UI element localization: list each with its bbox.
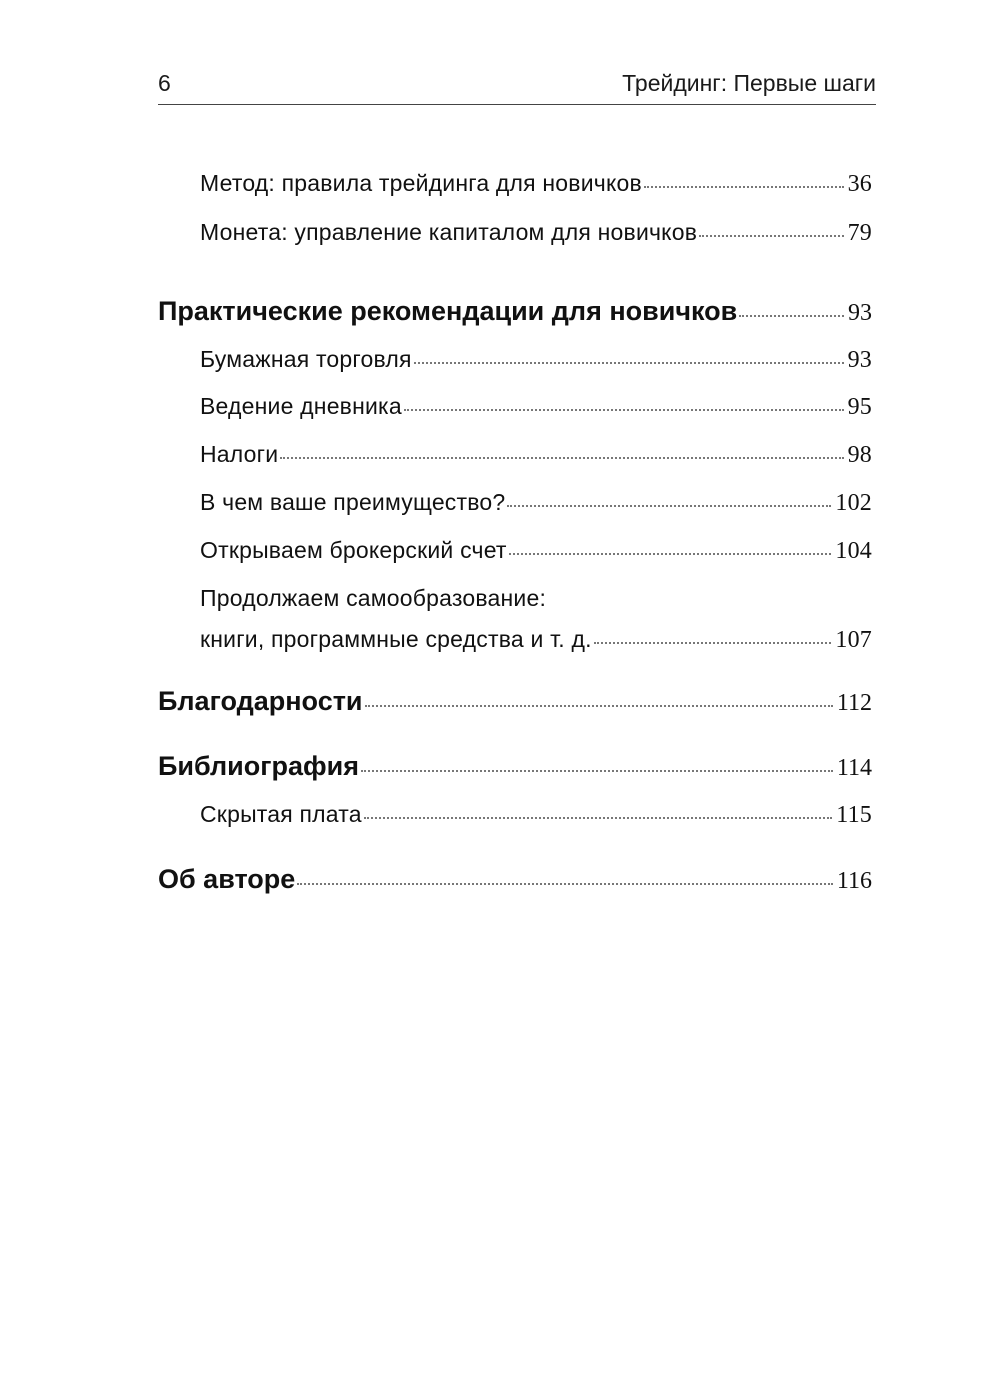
toc-entry[interactable] — [158, 441, 872, 469]
toc-entry[interactable] — [158, 801, 872, 829]
toc-entry[interactable] — [158, 393, 872, 421]
book-title: Трейдинг: Первые шаги — [622, 70, 876, 96]
dot-leader — [365, 705, 833, 707]
toc-entry-title: Бумажная торговля — [200, 346, 412, 372]
dot-leader — [364, 817, 833, 819]
dot-leader — [739, 315, 844, 317]
toc-entry[interactable] — [158, 489, 872, 517]
toc-section-title: Практические рекомендации для новичков — [158, 296, 738, 326]
dot-leader — [509, 553, 832, 555]
toc-entry-title: Метод: правила трейдинга для новичков — [200, 170, 642, 196]
toc-entry[interactable] — [158, 585, 872, 654]
toc-entry-page: 36 — [847, 171, 872, 197]
toc-section-page: 112 — [836, 690, 872, 716]
toc-section-page: 114 — [836, 755, 872, 781]
toc-entry-title: Ведение дневника — [200, 393, 402, 419]
toc-entry[interactable] — [158, 219, 872, 247]
dot-leader — [297, 883, 833, 885]
toc-section-page: 116 — [836, 868, 872, 894]
toc-entry[interactable] — [158, 537, 872, 565]
toc-entry-line — [200, 626, 872, 654]
toc-entry-page: 95 — [847, 394, 872, 420]
toc-entry[interactable] — [158, 346, 872, 374]
toc-entry-title: Открываем брокерский счет — [200, 537, 507, 563]
toc-section[interactable] — [158, 751, 872, 782]
toc-section-page: 93 — [848, 300, 872, 326]
toc-section[interactable] — [158, 686, 872, 717]
toc-entry-page: 107 — [835, 627, 872, 653]
toc-section[interactable] — [158, 864, 872, 895]
toc-entry-page: 79 — [847, 220, 872, 246]
toc-entry-page: 115 — [836, 802, 872, 828]
toc-entry-title: В чем ваше преимущество? — [200, 489, 506, 515]
toc-entry-title: Скрытая плата — [200, 801, 362, 827]
dot-leader — [644, 186, 844, 188]
page-number: 6 — [158, 70, 171, 96]
toc-entry-title-line1: Продолжаем самообразование: — [200, 585, 547, 611]
toc-section[interactable] — [158, 296, 872, 327]
dot-leader — [594, 642, 832, 644]
toc-entry-page: 104 — [835, 538, 872, 564]
toc-entry-line — [200, 585, 872, 612]
toc-entry-page: 93 — [847, 347, 872, 373]
toc-entry-title: Монета: управление капиталом для новичков — [200, 219, 698, 245]
running-header — [158, 68, 876, 104]
toc-entry-page: 98 — [847, 442, 872, 468]
dot-leader — [404, 409, 844, 411]
toc-entry-title: книги, программные средства и т. д. — [200, 626, 592, 652]
header-rule — [158, 104, 876, 105]
dot-leader — [361, 770, 833, 772]
dot-leader — [414, 362, 844, 364]
toc-section-title: Об авторе — [158, 864, 296, 894]
dot-leader — [699, 235, 843, 237]
toc-section-title: Благодарности — [158, 686, 363, 716]
toc-entry-page: 102 — [835, 490, 872, 516]
dot-leader — [280, 457, 843, 459]
toc-entry[interactable] — [158, 170, 872, 198]
toc-section-title: Библиография — [158, 751, 359, 781]
toc-entry-title: Налоги — [200, 441, 279, 467]
dot-leader — [507, 505, 831, 507]
